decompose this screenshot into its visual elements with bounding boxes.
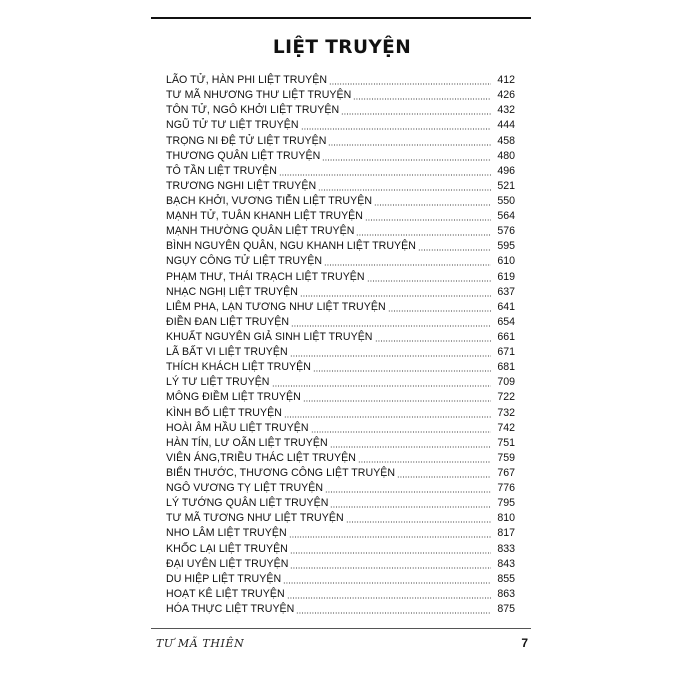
toc-entry-page: 751 <box>497 436 515 449</box>
dot-leader <box>328 144 491 146</box>
toc-entry <box>166 223 515 238</box>
dot-leader <box>272 385 491 387</box>
dot-leader <box>300 295 491 297</box>
toc-entry-page: 767 <box>497 466 515 479</box>
toc-entry-page: 654 <box>497 315 515 328</box>
toc-entry-title: HÀN TÍN, LƯ OÃN LIỆT TRUYỆN <box>166 436 328 449</box>
toc-entry <box>166 117 515 132</box>
toc-entry <box>166 284 515 299</box>
toc-entry-page: 661 <box>497 330 515 343</box>
toc-entry-page: 564 <box>497 210 515 223</box>
toc-entry-page: 444 <box>497 119 515 132</box>
dot-leader <box>287 597 491 599</box>
toc-entry-page: 742 <box>497 421 515 434</box>
toc-entry <box>166 495 515 510</box>
toc-entry-page: 681 <box>497 361 515 374</box>
toc-entry-page: 458 <box>497 134 515 147</box>
toc-entry <box>166 268 515 283</box>
toc-entry-title: HOÀI ÂM HẦU LIỆT TRUYỆN <box>166 421 309 434</box>
toc-entry-page: 412 <box>497 74 515 87</box>
dot-leader <box>283 582 491 584</box>
toc-entry <box>166 465 515 480</box>
toc-entry <box>166 72 515 87</box>
toc-entry <box>166 299 515 314</box>
dot-leader <box>346 521 491 523</box>
toc-entry <box>166 87 515 102</box>
dot-leader <box>290 355 491 357</box>
toc-entry-title: MẠNH TỬ, TUÂN KHANH LIỆT TRUYỆN <box>166 210 364 223</box>
toc-entry-title: LÃ BẤT VI LIỆT TRUYỆN <box>166 346 288 359</box>
toc-entry-title: HÓA THỰC LIỆT TRUYỆN <box>166 602 295 615</box>
toc-entry-title: TƯ MÃ NHƯƠNG THƯ LIỆT TRUYỆN <box>166 89 352 102</box>
toc-entry <box>166 540 515 555</box>
toc-entry <box>166 344 515 359</box>
toc-entry-title: LIÊM PHA, LẠN TƯƠNG NHƯ LIỆT TRUYỆN <box>166 300 386 313</box>
dot-leader <box>353 98 491 100</box>
toc-entry <box>166 238 515 253</box>
toc-entry-title: DU HIỆP LIỆT TRUYỆN <box>166 572 282 585</box>
toc-entry <box>166 480 515 495</box>
toc-entry <box>166 571 515 586</box>
toc-entry <box>166 253 515 268</box>
toc-entry <box>166 374 515 389</box>
toc-entry-page: 817 <box>497 527 515 540</box>
dot-leader <box>397 476 491 478</box>
toc-entry-page: 732 <box>497 406 515 419</box>
toc-entry-page: 619 <box>497 270 515 283</box>
dot-leader <box>324 264 491 266</box>
toc-entry-title: PHẠM THƯ, THÁI TRẠCH LIỆT TRUYỆN <box>166 270 365 283</box>
toc-entry-title: NGÔ VƯƠNG TỴ LIỆT TRUYỆN <box>166 482 324 495</box>
toc-entry <box>166 556 515 571</box>
toc-entry-title: KHUẤT NGUYÊN GIẢ SINH LIỆT TRUYỆN <box>166 330 373 343</box>
toc-entry <box>166 178 515 193</box>
top-rule <box>151 17 531 19</box>
toc-entry <box>166 586 515 601</box>
dot-leader <box>290 567 491 569</box>
toc-entry <box>166 450 515 465</box>
dot-leader <box>318 189 491 191</box>
toc-entry-title: THÍCH KHÁCH LIỆT TRUYỆN <box>166 361 311 374</box>
page-title: LIỆT TRUYỆN <box>272 37 412 58</box>
dot-leader <box>296 612 491 614</box>
dot-leader <box>388 310 491 312</box>
toc-entry-page: 595 <box>497 240 515 253</box>
dot-leader <box>418 249 491 251</box>
toc-entry-title: THƯƠNG QUÂN LIỆT TRUYỆN <box>166 149 321 162</box>
toc-entry <box>166 314 515 329</box>
toc-entry-page: 810 <box>497 512 515 525</box>
table-of-contents <box>166 72 515 616</box>
dot-leader <box>356 234 491 236</box>
toc-entry-page: 709 <box>497 376 515 389</box>
toc-entry-page: 610 <box>497 255 515 268</box>
toc-entry <box>166 435 515 450</box>
dot-leader <box>284 416 491 418</box>
dot-leader <box>358 461 491 463</box>
toc-entry-page: 637 <box>497 285 515 298</box>
toc-entry <box>166 601 515 616</box>
toc-entry-title: NHO LÂM LIỆT TRUYỆN <box>166 527 287 540</box>
dot-leader <box>313 370 491 372</box>
toc-entry-page: 550 <box>497 194 515 207</box>
bottom-rule <box>151 628 531 629</box>
toc-entry-page: 496 <box>497 164 515 177</box>
toc-entry-page: 833 <box>497 542 515 555</box>
dot-leader <box>330 506 491 508</box>
footer-author: TƯ MÃ THIÊN <box>156 637 245 650</box>
toc-entry-title: MẠNH THƯỜNG QUÂN LIỆT TRUYỆN <box>166 225 355 238</box>
toc-entry-title: LÝ TƯỚNG QUÂN LIỆT TRUYỆN <box>166 497 329 510</box>
toc-entry-title: TÔ TẦN LIỆT TRUYỆN <box>166 164 277 177</box>
page-number: 7 <box>521 636 528 650</box>
toc-entry <box>166 148 515 163</box>
toc-entry <box>166 193 515 208</box>
toc-entry-page: 521 <box>497 179 515 192</box>
toc-entry-title: NHẠC NGHỊ LIỆT TRUYỆN <box>166 285 298 298</box>
toc-entry <box>166 510 515 525</box>
dot-leader <box>330 446 491 448</box>
toc-entry <box>166 420 515 435</box>
dot-leader <box>329 83 491 85</box>
toc-entry-page: 641 <box>497 300 515 313</box>
dot-leader <box>365 219 491 221</box>
toc-entry-page: 432 <box>497 104 515 117</box>
toc-entry-title: BÌNH NGUYÊN QUÂN, NGU KHANH LIỆT TRUYỆN <box>166 240 416 253</box>
toc-entry-page: 776 <box>497 482 515 495</box>
toc-entry-title: TƯ MÃ TƯƠNG NHƯ LIỆT TRUYỆN <box>166 512 344 525</box>
toc-entry-title: NGỤY CÔNG TỬ LIỆT TRUYỆN <box>166 255 323 268</box>
toc-entry-page: 671 <box>497 346 515 359</box>
toc-entry-page: 722 <box>497 391 515 404</box>
dot-leader <box>289 536 491 538</box>
toc-entry-title: MÔNG ĐIỀM LIỆT TRUYỆN <box>166 391 301 404</box>
toc-entry-title: ĐẠI UYÊN LIỆT TRUYỆN <box>166 557 289 570</box>
toc-entry-title: LÝ TƯ LIỆT TRUYỆN <box>166 376 270 389</box>
toc-entry <box>166 163 515 178</box>
dot-leader <box>311 431 491 433</box>
toc-entry-title: ĐIỀN ĐAN LIỆT TRUYỆN <box>166 315 290 328</box>
toc-entry <box>166 404 515 419</box>
dot-leader <box>301 128 491 130</box>
toc-entry-title: TRỌNG NI ĐỆ TỬ LIỆT TRUYỆN <box>166 134 327 147</box>
dot-leader <box>290 552 491 554</box>
toc-entry-title: VIÊN ÁNG,TRIỀU THÁC LIỆT TRUYỆN <box>166 451 356 464</box>
dot-leader <box>279 174 491 176</box>
toc-entry-title: HOẠT KÊ LIỆT TRUYỆN <box>166 587 285 600</box>
toc-entry-page: 426 <box>497 89 515 102</box>
toc-entry-page: 875 <box>497 602 515 615</box>
toc-entry-title: BẠCH KHỞI, VƯƠNG TIỄN LIỆT TRUYỆN <box>166 194 373 207</box>
toc-entry <box>166 102 515 117</box>
toc-entry-title: BIỂN THƯỚC, THƯƠNG CÔNG LIỆT TRUYỆN <box>166 466 396 479</box>
toc-entry-title: KHỐC LẠI LIỆT TRUYỆN <box>166 542 288 555</box>
toc-entry-page: 855 <box>497 572 515 585</box>
toc-entry-title: TÔN TỬ, NGÔ KHỞI LIỆT TRUYỆN <box>166 104 340 117</box>
dot-leader <box>291 325 491 327</box>
toc-entry-page: 480 <box>497 149 515 162</box>
toc-entry <box>166 329 515 344</box>
toc-entry <box>166 389 515 404</box>
dot-leader <box>341 113 491 115</box>
toc-entry-title: LÃO TỬ, HÀN PHI LIỆT TRUYỆN <box>166 74 328 87</box>
toc-entry <box>166 208 515 223</box>
toc-entry-page: 843 <box>497 557 515 570</box>
dot-leader <box>325 491 491 493</box>
dot-leader <box>374 204 491 206</box>
dot-leader <box>367 280 491 282</box>
toc-entry <box>166 525 515 540</box>
dot-leader <box>303 400 491 402</box>
toc-entry-page: 863 <box>497 587 515 600</box>
dot-leader <box>322 159 491 161</box>
toc-entry-page: 795 <box>497 497 515 510</box>
toc-entry-page: 576 <box>497 225 515 238</box>
toc-entry-title: TRƯƠNG NGHI LIỆT TRUYỆN <box>166 179 317 192</box>
toc-entry-title: NGŨ TỬ TƯ LIỆT TRUYỆN <box>166 119 299 132</box>
toc-entry-page: 759 <box>497 451 515 464</box>
dot-leader <box>375 340 491 342</box>
toc-entry-title: KÌNH BỐ LIỆT TRUYỆN <box>166 406 282 419</box>
toc-entry <box>166 132 515 147</box>
toc-entry <box>166 359 515 374</box>
